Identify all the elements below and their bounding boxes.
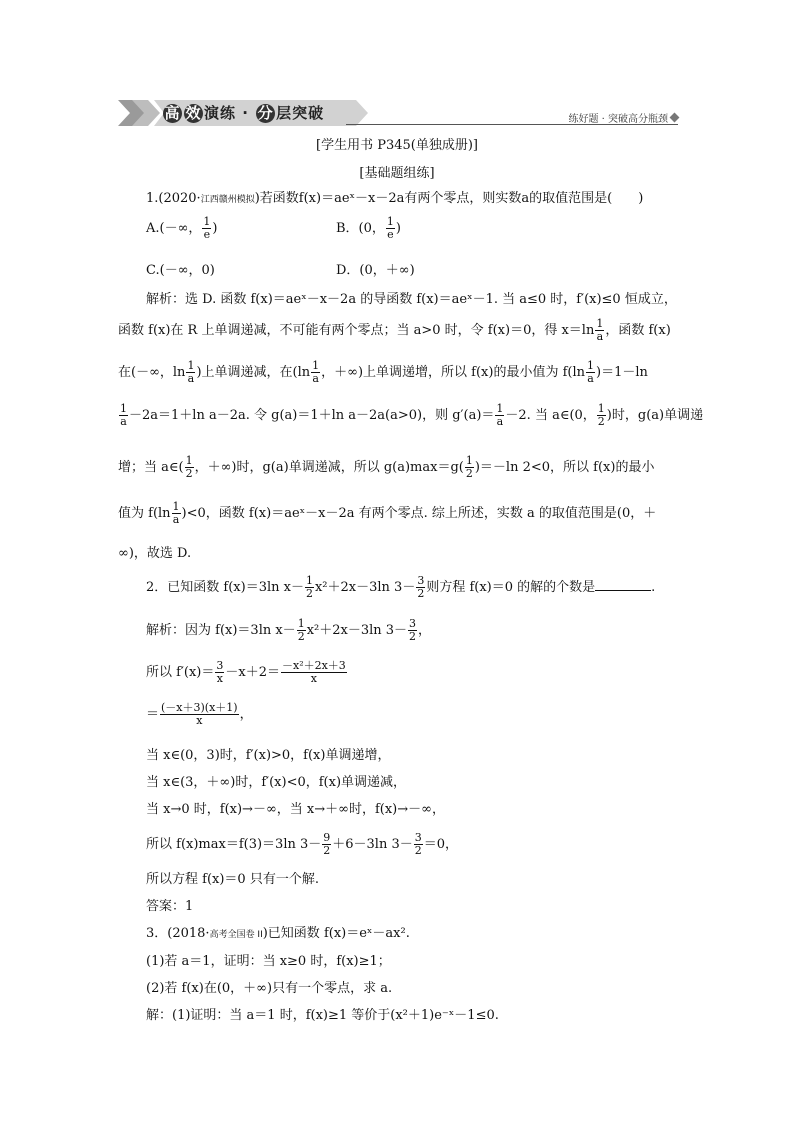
q1-solution-line-3: 在(－∞，ln $\frac{1}{a}$ )上单调递减，在(ln $\frac{1}{a}$ ，＋∞)上单调递增，所以 f(x)的最小值为 f(ln $\frac{1}{a}$ )＝1－ln: [118, 359, 648, 385]
q3-part-2: (2)若 f(x)在(0，＋∞)只有一个零点，求 a.: [146, 981, 393, 996]
q2-solution-line-2: 所以 f′(x)＝ $\frac{3}{x}$ －x＋2＝ $\frac{\text{－x²＋2x＋3}}{x}$: [146, 659, 346, 685]
answer-blank: [595, 590, 651, 591]
q1-solution-line-4: $\frac{1}{a}$ －2a＝1＋ln a－2a. 令 g(a)＝1＋ln a－2a(a>0)，则 g′(a)＝ $\frac{1}{a}$ －2. 当 a∈(0， $\frac{1}{2}$ )时，g(a)单调递: [120, 402, 704, 428]
book-reference: [学生用书 P345(单独成册)]: [316, 138, 478, 153]
q1-option-d: D．(0，＋∞): [336, 263, 415, 278]
diamond-icon: [670, 113, 680, 123]
q2-solution-line-8: 所以方程 f(x)＝0 只有一个解.: [146, 872, 319, 887]
q2-solution-line-1: 解析：因为 f(x)＝3ln x－ $\frac{1}{2}$ x²＋2x－3ln 3－ $\frac{3}{2}$ ，: [146, 617, 432, 643]
q3-solution-line-1: 解：(1)证明：当 a＝1 时，f(x)≥1 等价于(x²＋1)e⁻ˣ－1≤0.: [146, 1008, 499, 1023]
q1-solution-line-7: ∞)，故选 D.: [118, 546, 192, 561]
q1-option-b: B．(0， $\frac{1}{e}$ ): [336, 215, 401, 241]
section-header: [118, 100, 678, 128]
q1-option-c: C.(－∞，0): [146, 263, 215, 278]
q1-solution-line-5: 增；当 a∈( $\frac{1}{2}$ ，＋∞)时，g(a)单调递减，所以 g(a)max＝g( $\frac{1}{2}$ )＝－ln 2<0，所以 f(x)的最小: [118, 454, 655, 480]
section-title: [基础题组练]: [359, 166, 435, 181]
q1-option-a: A.(－∞， $\frac{1}{e}$ ): [146, 215, 218, 241]
q1-solution-line-6: 值为 f(ln $\frac{1}{a}$ )<0，函数 f(x)＝aeˣ－x－2a 有两个零点. 综上所述，实数 a 的取值范围是(0，＋: [118, 500, 657, 526]
q3-part-1: (1)若 a＝1，证明：当 x≥0 时，f(x)≥1；: [146, 954, 391, 969]
q2-solution-line-3: ＝ $\frac{(-x+3)(x+1)}{x}$ ，: [146, 701, 253, 727]
q2-solution-line-7: 所以 f(x)max＝f(3)＝3ln 3－ $\frac{9}{2}$ ＋6－3ln 3－ $\frac{3}{2}$ ＝0，: [146, 831, 459, 857]
q3-stem: 3．(2018·高考全国卷 II)已知函数 f(x)＝eˣ－ax².: [146, 926, 410, 941]
header-tagline: 练好题 · 突破高分瓶颈: [568, 114, 668, 125]
q1-solution-line-1: 解析：选 D. 函数 f(x)＝aeˣ－x－2a 的导函数 f(x)＝aeˣ－1. 当 a≤0 时，f′(x)≤0 恒成立，: [146, 292, 677, 307]
q2-stem: 2．已知函数 f(x)＝3ln x－ $\frac{1}{2}$ x²＋2x－3ln 3－ $\frac{3}{2}$ 则方程 f(x)＝0 的解的个数是 .: [146, 574, 656, 600]
q2-solution-line-6: 当 x→0 时，f(x)→－∞，当 x→＋∞时，f(x)→－∞，: [146, 802, 445, 817]
q2-solution-line-4: 当 x∈(0，3)时，f′(x)>0，f(x)单调递增，: [146, 748, 391, 763]
q1-stem: 1.(2020·江西赣州模拟)若函数f(x)＝aeˣ－x－2a有两个零点，则实数a的取值范围是( ): [146, 191, 644, 206]
q2-solution-line-5: 当 x∈(3，＋∞)时，f′(x)<0，f(x)单调递减，: [146, 775, 407, 790]
q1-solution-line-2: 函数 f(x)在 R 上单调递减，不可能有两个零点；当 a>0 时，令 f(x)＝0，得 x＝ln $\frac{1}{a}$ ，函数 f(x): [118, 317, 671, 343]
banner-title: 高 效 演练 · 分 层突破: [164, 104, 325, 122]
q2-answer: 答案：1: [146, 899, 194, 914]
